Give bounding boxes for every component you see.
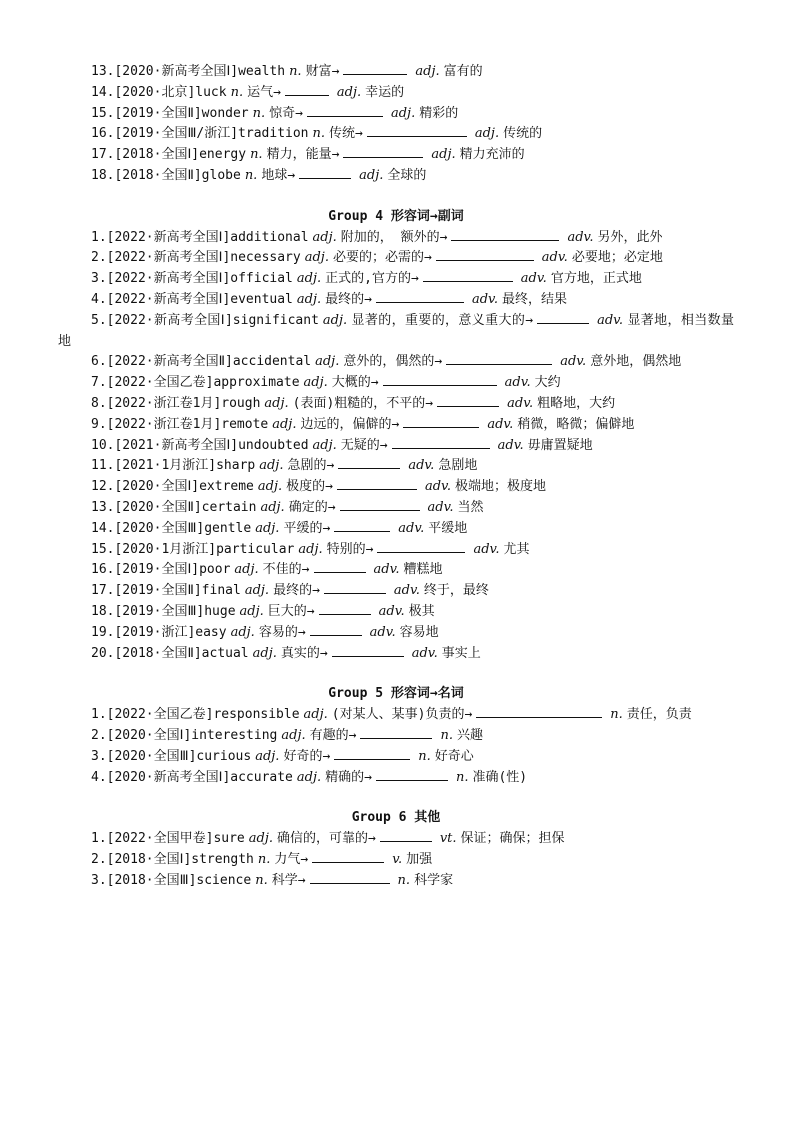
item-source-word: 4.[2020·新高考全国Ⅰ]accurate (91, 769, 293, 785)
vocab-item (58, 394, 734, 415)
vocab-group (58, 62, 734, 187)
target-part-of-speech: adv. (520, 271, 547, 287)
answer-blank[interactable] (299, 166, 351, 179)
vocab-item (58, 415, 734, 436)
part-of-speech: adj. (303, 375, 328, 391)
item-source-word: 1.[2022·新高考全国Ⅰ]additional (91, 229, 309, 245)
vocab-item (58, 747, 734, 768)
target-meaning: 极其 (408, 603, 435, 619)
target-meaning: 加强 (406, 851, 433, 867)
word-meaning: 特别的→ (326, 541, 374, 557)
target-meaning: 必要地；必定地 (571, 250, 663, 266)
part-of-speech: n. (312, 126, 326, 142)
answer-blank[interactable] (392, 436, 490, 449)
part-of-speech: adj. (248, 831, 273, 847)
vocab-item (58, 581, 734, 602)
target-part-of-speech: adv. (504, 375, 531, 391)
part-of-speech: n. (257, 851, 271, 867)
answer-blank[interactable] (451, 228, 559, 241)
answer-blank[interactable] (332, 644, 404, 657)
vocab-item (58, 705, 734, 726)
answer-blank[interactable] (376, 290, 464, 303)
target-meaning: 当然 (457, 499, 484, 515)
target-meaning: 稍微，略微；偏僻地 (517, 416, 635, 432)
vocab-item (58, 373, 734, 394)
target-meaning: 保证；确保；担保 (460, 831, 565, 847)
vocab-item (58, 104, 734, 125)
target-meaning: 责任，负责 (626, 707, 692, 723)
target-meaning: 全球的 (387, 167, 427, 183)
target-part-of-speech: adj. (474, 126, 500, 142)
word-meaning: 有趣的→ (309, 727, 357, 743)
part-of-speech: adj. (312, 437, 337, 453)
word-meaning: 不佳的→ (262, 562, 310, 578)
target-part-of-speech: adv. (507, 395, 534, 411)
target-part-of-speech: n. (440, 727, 453, 743)
target-meaning: 最终，结果 (501, 291, 567, 307)
vocab-item (58, 477, 734, 498)
vocab-item (58, 311, 734, 353)
target-part-of-speech: n. (418, 748, 431, 764)
vocab-item (58, 498, 734, 519)
part-of-speech: n. (255, 872, 268, 888)
vocab-item (58, 166, 734, 187)
word-meaning: 惊奇→ (269, 105, 303, 121)
item-source-word: 13.[2020·全国Ⅱ]certain (91, 499, 257, 515)
answer-blank[interactable] (383, 373, 497, 386)
answer-blank[interactable] (423, 269, 513, 282)
answer-blank[interactable] (403, 415, 479, 428)
word-meaning: 好奇的→ (283, 748, 331, 764)
word-meaning: (表面)粗糙的，不平的→ (292, 395, 434, 411)
part-of-speech: n. (289, 64, 302, 79)
vocab-item (58, 623, 734, 644)
word-meaning: 附加的， 额外的→ (340, 229, 448, 245)
vocab-item (58, 145, 734, 166)
target-meaning: 事实上 (441, 645, 481, 661)
word-meaning: 平缓的→ (283, 520, 331, 536)
answer-blank[interactable] (436, 248, 534, 261)
target-meaning: 精彩的 (419, 105, 459, 121)
group-heading: Group 4 形容词→副词 (328, 208, 464, 224)
target-part-of-speech: n. (610, 707, 623, 723)
answer-blank[interactable] (377, 540, 465, 553)
answer-blank[interactable] (380, 829, 432, 842)
target-meaning: 终于，最终 (423, 583, 489, 599)
word-meaning: 财富→ (305, 64, 340, 79)
vocab-item (58, 290, 734, 311)
word-meaning: 边远的，偏僻的→ (300, 416, 400, 432)
item-source-word: 3.[2018·全国Ⅲ]science (91, 872, 252, 888)
target-meaning: 传统的 (503, 126, 543, 142)
item-source-word: 3.[2020·全国Ⅲ]curious (91, 748, 252, 764)
target-part-of-speech: adv. (473, 541, 500, 557)
item-source-word: 3.[2022·新高考全国Ⅰ]official (91, 271, 293, 287)
target-part-of-speech: adv. (487, 416, 514, 432)
item-source-word: 2.[2018·全国Ⅰ]strength (91, 851, 254, 867)
part-of-speech: adj. (264, 395, 289, 411)
target-part-of-speech: adv. (567, 229, 594, 245)
answer-blank[interactable] (343, 62, 407, 75)
part-of-speech: adj. (296, 271, 322, 287)
answer-blank[interactable] (437, 394, 499, 407)
answer-blank[interactable] (285, 83, 329, 96)
vocab-item (58, 560, 734, 581)
target-part-of-speech: adv. (560, 354, 587, 370)
item-source-word: 15.[2020·1月浙江]particular (91, 541, 295, 557)
item-source-word: 12.[2020·全国Ⅰ]extreme (91, 479, 254, 495)
vocab-item (58, 124, 734, 145)
item-source-word: 4.[2022·新高考全国Ⅰ]eventual (91, 291, 293, 307)
part-of-speech: adj. (260, 499, 285, 515)
target-meaning: 官方地，正式地 (550, 271, 642, 287)
item-source-word: 18.[2019·全国Ⅲ]huge (91, 603, 236, 619)
word-meaning: 无疑的→ (340, 437, 388, 453)
target-meaning: 好奇心 (434, 748, 474, 764)
target-part-of-speech: adj. (431, 147, 456, 163)
target-meaning: 精力充沛的 (459, 147, 525, 163)
part-of-speech: adj. (252, 645, 277, 661)
answer-blank[interactable] (310, 871, 390, 884)
target-meaning: 粗略地，大约 (537, 395, 616, 411)
vocab-item (58, 456, 734, 477)
item-source-word: 9.[2022·浙江卷1月]remote (91, 416, 269, 432)
answer-blank[interactable] (340, 498, 420, 511)
item-source-word: 16.[2019·全国Ⅲ/浙江]tradition (91, 126, 309, 142)
vocab-item (58, 248, 734, 269)
word-meaning: 真实的→ (280, 645, 328, 661)
vocab-item (58, 83, 734, 104)
vocab-item (58, 540, 734, 561)
word-meaning: 必要的；必需的→ (332, 250, 432, 266)
group-heading: Group 5 形容词→名词 (328, 686, 464, 702)
answer-blank[interactable] (314, 560, 366, 573)
target-meaning: 准确(性) (472, 769, 528, 785)
vocab-item (58, 602, 734, 623)
target-meaning: 容易地 (399, 624, 439, 640)
part-of-speech: adj. (230, 624, 255, 640)
target-part-of-speech: adv. (411, 645, 438, 661)
answer-blank[interactable] (319, 602, 371, 615)
part-of-speech: adj. (281, 727, 306, 743)
vocab-item (58, 726, 734, 747)
target-part-of-speech: adv. (497, 437, 524, 453)
target-part-of-speech: v. (392, 851, 403, 867)
part-of-speech: adj. (322, 312, 348, 328)
part-of-speech: adj. (255, 520, 280, 536)
word-meaning: 科学→ (271, 872, 306, 888)
word-meaning: 极度的→ (286, 479, 333, 495)
item-source-word: 1.[2022·全国甲卷]sure (91, 831, 245, 847)
target-part-of-speech: adv. (373, 562, 400, 578)
part-of-speech: adj. (244, 583, 270, 599)
word-meaning: 确信的，可靠的→ (277, 831, 376, 847)
part-of-speech: adj. (259, 458, 284, 474)
vocab-item (58, 269, 734, 290)
item-source-word: 14.[2020·北京]luck (91, 84, 227, 100)
vocab-item (58, 519, 734, 540)
part-of-speech: adj. (234, 562, 259, 578)
part-of-speech: adj. (303, 707, 328, 723)
word-meaning: 最终的→ (273, 583, 320, 599)
target-part-of-speech: adv. (378, 603, 405, 619)
item-source-word: 15.[2019·全国Ⅱ]wonder (91, 105, 249, 121)
answer-blank[interactable] (337, 477, 417, 490)
part-of-speech: n. (244, 167, 258, 183)
target-part-of-speech: adv. (393, 583, 420, 599)
worksheet-page (58, 62, 734, 891)
target-meaning: 毋庸置疑地 (527, 437, 593, 453)
target-part-of-speech: adv. (427, 499, 454, 515)
target-part-of-speech: adv. (471, 291, 498, 307)
word-meaning: 最终的→ (325, 291, 372, 307)
answer-blank[interactable] (376, 768, 448, 781)
vocab-item (58, 871, 734, 892)
target-meaning: 尤其 (503, 541, 530, 557)
word-meaning: 容易的→ (258, 624, 306, 640)
group-heading: Group 6 其他 (351, 810, 441, 826)
target-meaning: 兴趣 (456, 727, 483, 743)
answer-blank[interactable] (343, 145, 423, 158)
item-source-word: 17.[2019·全国Ⅱ]final (91, 583, 241, 599)
target-part-of-speech: adv. (398, 520, 425, 536)
target-part-of-speech: n. (397, 872, 411, 888)
word-meaning: 力气→ (274, 851, 309, 867)
vocab-item (58, 62, 734, 83)
answer-blank[interactable] (334, 747, 410, 760)
vocab-group (58, 207, 734, 665)
target-part-of-speech: adj. (336, 84, 362, 100)
item-source-word: 2.[2020·全国Ⅰ]interesting (91, 727, 278, 743)
answer-blank[interactable] (307, 104, 383, 117)
part-of-speech: n. (230, 84, 244, 100)
target-part-of-speech: adv. (369, 624, 396, 640)
part-of-speech: adj. (304, 250, 329, 266)
item-source-word: 8.[2022·浙江卷1月]rough (91, 395, 261, 411)
target-part-of-speech: adv. (408, 458, 435, 474)
answer-blank[interactable] (334, 519, 390, 532)
vocab-item (58, 850, 734, 871)
answer-blank[interactable] (312, 850, 384, 863)
word-meaning: 精力，能量→ (266, 147, 340, 163)
part-of-speech: adj. (298, 541, 323, 557)
target-part-of-speech: n. (455, 769, 469, 785)
answer-blank[interactable] (446, 352, 552, 365)
target-meaning: 大约 (534, 375, 561, 391)
item-source-word: 18.[2018·全国Ⅱ]globe (91, 167, 241, 183)
answer-blank[interactable] (476, 705, 602, 718)
answer-blank[interactable] (367, 124, 467, 137)
item-source-word: 16.[2019·全国Ⅰ]poor (91, 562, 231, 578)
target-part-of-speech: adv. (597, 312, 624, 328)
target-part-of-speech: adj. (390, 105, 416, 121)
item-source-word: 10.[2021·新高考全国Ⅰ]undoubted (91, 437, 309, 453)
target-part-of-speech: adj. (359, 167, 384, 183)
answer-blank[interactable] (324, 581, 386, 594)
word-meaning: 大概的→ (331, 375, 379, 391)
item-source-word: 20.[2018·全国Ⅱ]actual (91, 645, 249, 661)
item-source-word: 7.[2022·全国乙卷]approximate (91, 375, 300, 391)
target-meaning: 急剧地 (438, 458, 478, 474)
part-of-speech: adj. (257, 479, 283, 495)
answer-blank[interactable] (338, 456, 400, 469)
word-meaning: (对某人、某事)负责的→ (331, 707, 473, 723)
part-of-speech: n. (250, 147, 263, 163)
vocab-item (58, 228, 734, 249)
word-meaning: 确定的→ (288, 499, 336, 515)
item-source-word: 17.[2018·全国Ⅰ]energy (91, 147, 247, 163)
part-of-speech: adj. (272, 416, 297, 432)
word-meaning: 巨大的→ (267, 603, 315, 619)
vocab-group (58, 808, 734, 891)
part-of-speech: n. (252, 105, 266, 121)
word-meaning: 精确的→ (325, 769, 372, 785)
item-source-word: 14.[2020·全国Ⅲ]gentle (91, 520, 252, 536)
target-meaning: 意外地，偶然地 (590, 354, 682, 370)
answer-blank[interactable] (310, 623, 362, 636)
word-meaning: 正式的,官方的→ (325, 271, 419, 287)
part-of-speech: adj. (312, 229, 337, 245)
target-meaning: 富有的 (443, 64, 483, 79)
part-of-speech: adj. (296, 769, 322, 785)
answer-blank[interactable] (360, 726, 432, 739)
answer-blank[interactable] (537, 311, 589, 324)
part-of-speech: adj. (239, 603, 264, 619)
word-meaning: 急剧的→ (287, 458, 335, 474)
vocab-item (58, 436, 734, 457)
target-part-of-speech: adv. (541, 250, 568, 266)
part-of-speech: adj. (255, 748, 280, 764)
item-source-word: 13.[2020·新高考全国Ⅰ]wealth (91, 64, 286, 79)
target-meaning: 糟糕地 (403, 562, 443, 578)
word-meaning: 显著的，重要的，意义重大的→ (351, 312, 534, 328)
item-source-word: 11.[2021·1月浙江]sharp (91, 458, 256, 474)
target-part-of-speech: adv. (424, 479, 451, 495)
word-meaning: 意外的，偶然的→ (343, 354, 443, 370)
target-meaning: 平缓地 (428, 520, 468, 536)
target-part-of-speech: vt. (439, 831, 457, 847)
item-source-word: 1.[2022·全国乙卷]responsible (91, 707, 300, 723)
vocab-item (58, 644, 734, 665)
vocab-item (58, 829, 734, 850)
target-meaning: 科学家 (414, 872, 454, 888)
part-of-speech: adj. (315, 354, 340, 370)
target-meaning: 幸运的 (365, 84, 405, 100)
word-meaning: 运气→ (247, 84, 281, 100)
target-meaning: 极端地；极度地 (454, 479, 546, 495)
vocab-group (58, 684, 734, 788)
target-part-of-speech: adj. (415, 64, 440, 79)
item-source-word: 6.[2022·新高考全国Ⅱ]accidental (91, 354, 312, 370)
target-meaning: 显著地，相当数量地 (58, 312, 734, 349)
target-meaning: 另外，此外 (597, 229, 663, 245)
word-meaning: 地球→ (261, 167, 296, 183)
vocab-item (58, 768, 734, 789)
word-meaning: 传统→ (329, 126, 363, 142)
item-source-word: 2.[2022·新高考全国Ⅰ]necessary (91, 250, 301, 266)
item-source-word: 19.[2019·浙江]easy (91, 624, 227, 640)
part-of-speech: adj. (296, 291, 322, 307)
vocab-item (58, 352, 734, 373)
item-source-word: 5.[2022·新高考全国Ⅰ]significant (91, 312, 319, 328)
